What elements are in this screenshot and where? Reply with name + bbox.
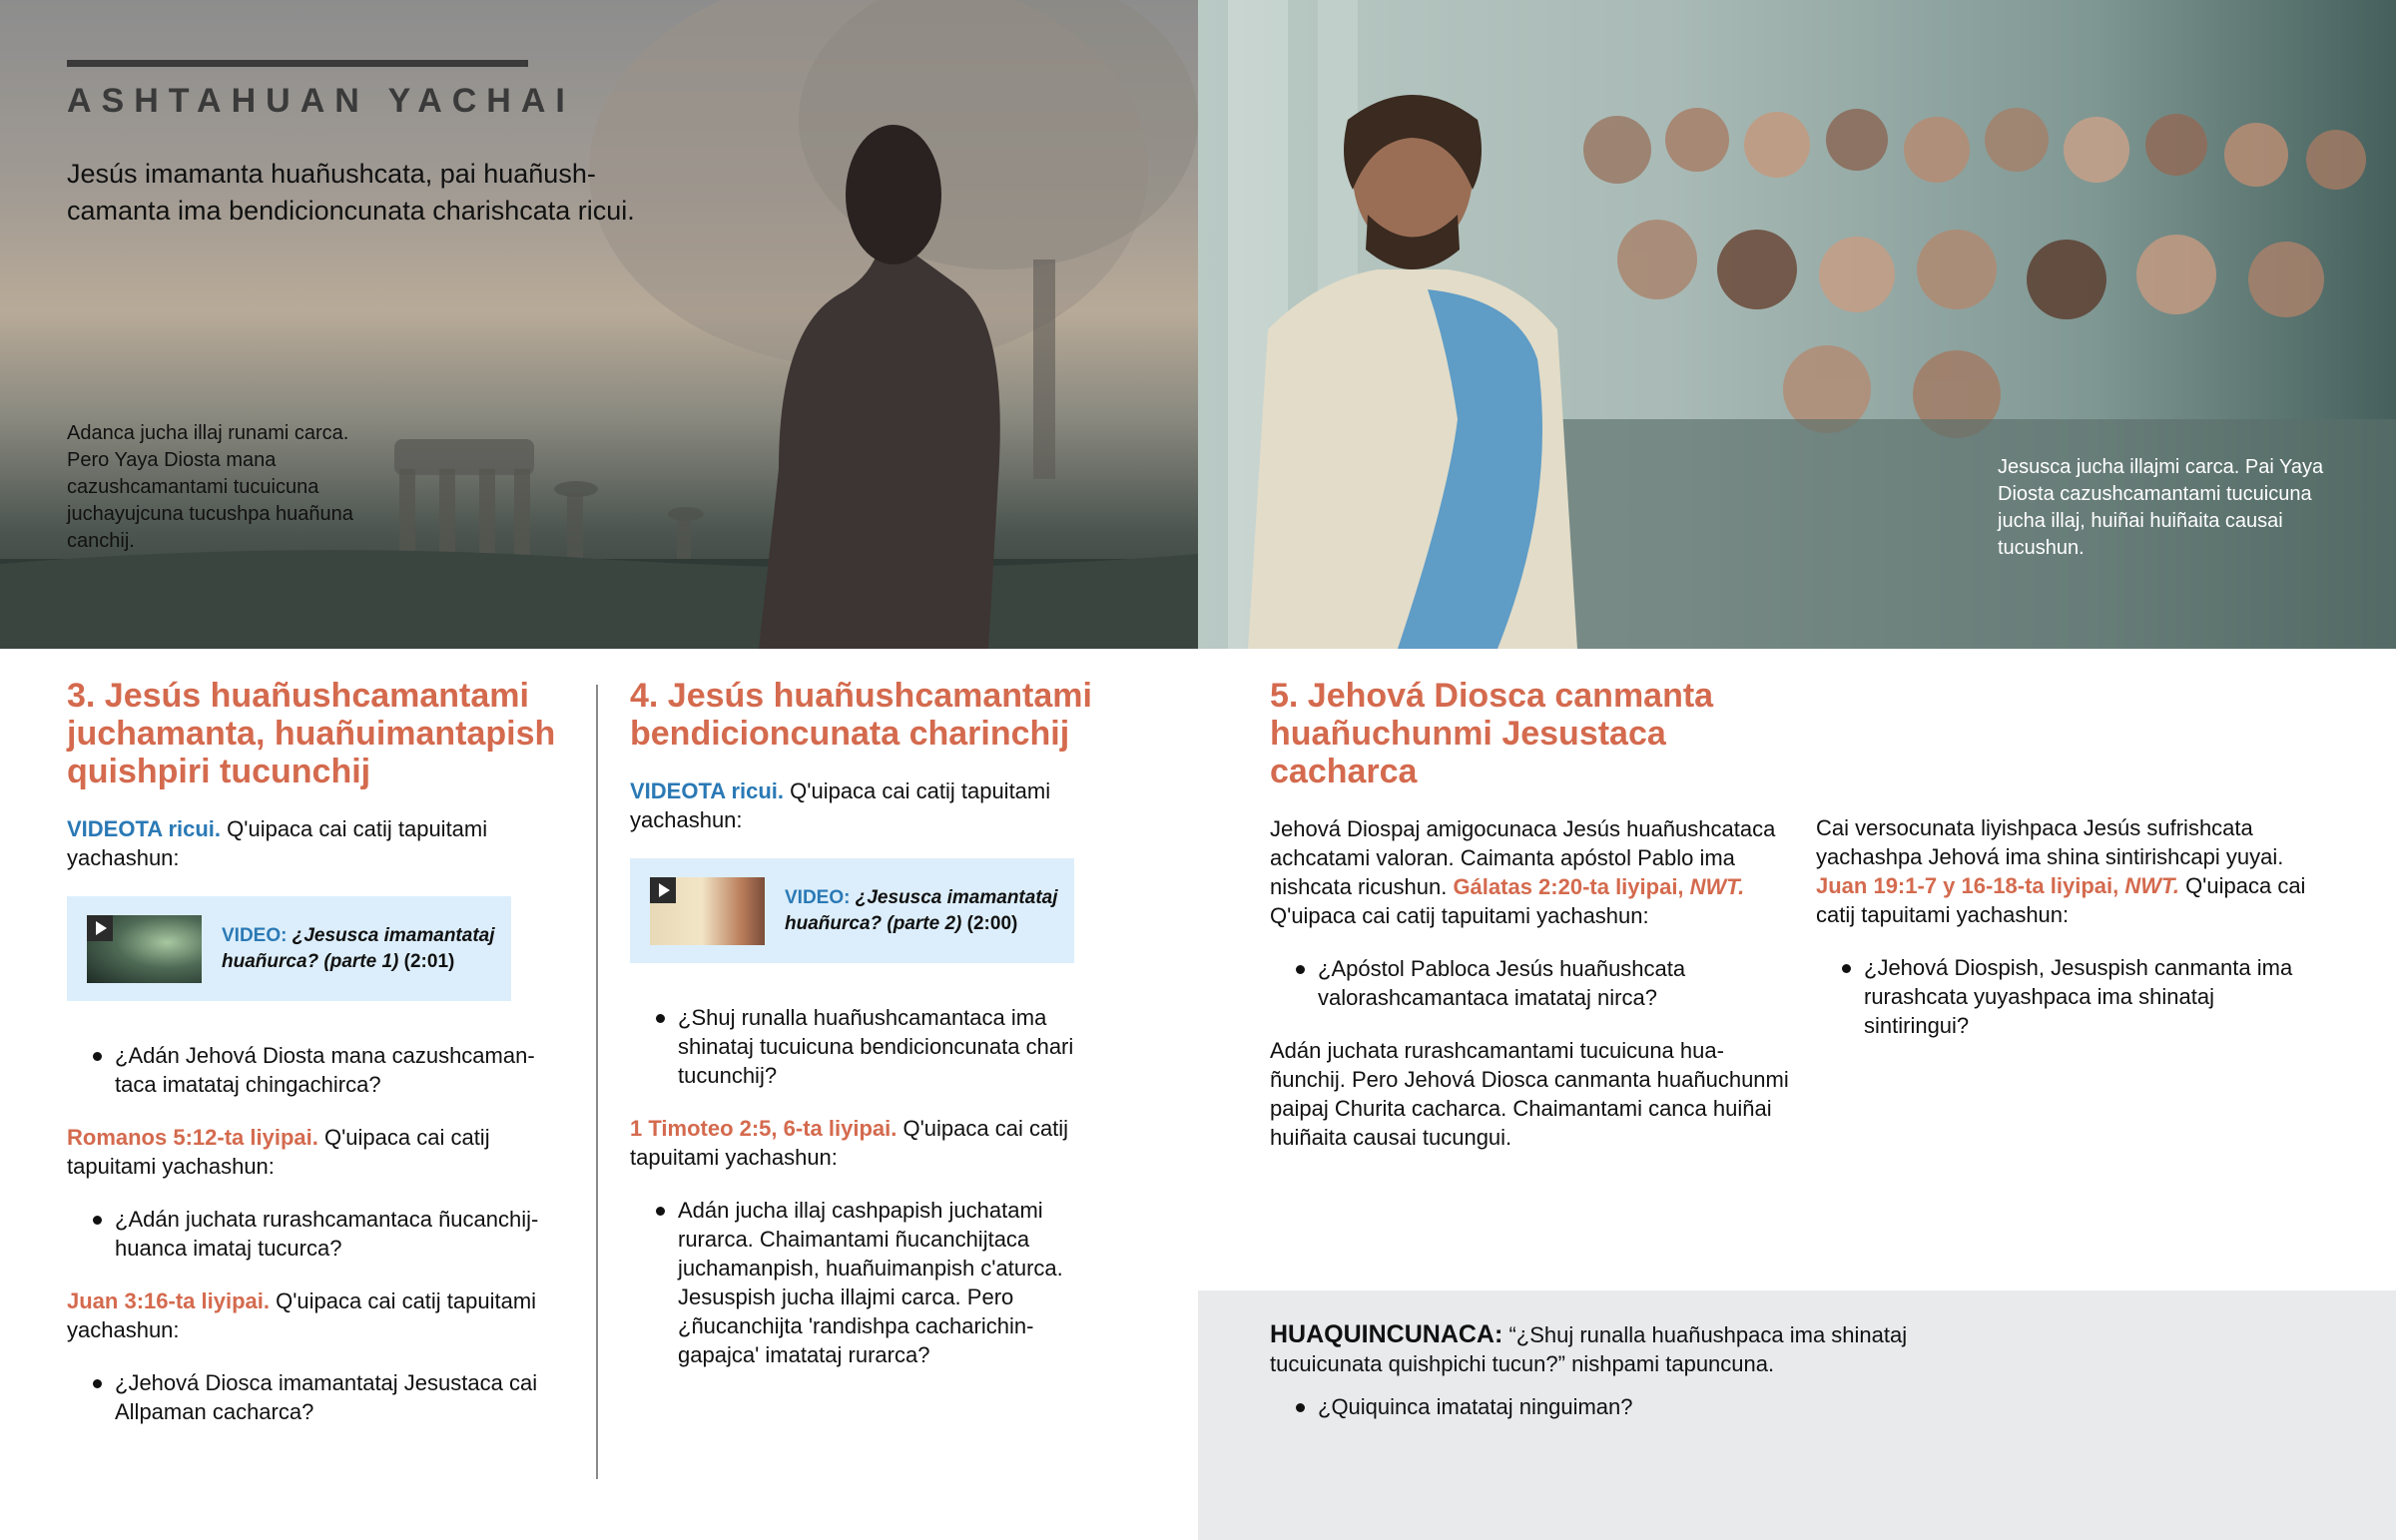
section-4 bbox=[630, 677, 1099, 1393]
scripture-link[interactable]: 1 Timoteo 2:5, 6-ta liyipai. bbox=[630, 1116, 898, 1141]
question-text: ¿Jehová Diospish, Jesuspish canmanta ima rurashcata yuyashpaca ima shinataj sintiringui? bbox=[1864, 955, 2293, 1038]
hero-lead-text: Jesús imamanta huañushcata, pai huañushcamanta ima bendicioncunata charishcata ricui. bbox=[67, 159, 635, 226]
hero-caption-left: Adanca jucha illaj runami carca. Pero Yaya Diosta mana cazushcamantami tucuicuna juchayujcuna tucushpa huañuna canchij. bbox=[67, 422, 353, 552]
question-text: ¿Adán Jehová Diosta mana cazushcamantaca imatataj chingachirca? bbox=[115, 1043, 535, 1097]
scripture-instruction: Q'uipaca cai catij tapuitami yachashun: bbox=[1270, 903, 1649, 928]
video-label: VIDEO: bbox=[222, 924, 288, 946]
question-bullet bbox=[67, 1041, 566, 1099]
scripture-reading bbox=[630, 1114, 1099, 1172]
question-bullet bbox=[1270, 954, 1789, 1012]
video-label: VIDEO: bbox=[785, 886, 851, 908]
bullet-icon bbox=[1842, 964, 1851, 973]
question-bullet bbox=[67, 1205, 566, 1263]
review-prompt bbox=[1270, 1320, 1989, 1378]
bullet-icon bbox=[656, 1014, 665, 1023]
paragraph-text: Jehová Diospaj amigocunaca Jesús huañushcataca achcatami valoran. Caimanta apóstol Pablo ima nishcata ricushun. bbox=[1270, 816, 1776, 899]
section-3 bbox=[67, 677, 566, 1450]
video-title: ¿Jesusca imamantataj huañurca? (parte 2) bbox=[785, 886, 1058, 934]
section-4-video-intro bbox=[630, 776, 1099, 834]
question-text: ¿Jehová Diosca imamantataj Jesustaca cai Allpaman cacharca? bbox=[115, 1370, 538, 1424]
video-thumbnail[interactable] bbox=[87, 915, 202, 983]
review-box bbox=[1198, 1290, 2396, 1540]
video-duration: (2:01) bbox=[398, 950, 455, 972]
video-title: ¿Jesusca imamantataj huañurca? (parte 1) bbox=[222, 924, 495, 972]
play-icon[interactable] bbox=[87, 915, 113, 941]
video-intro-label: VIDEOTA ricui. bbox=[67, 816, 222, 841]
scripture-reading bbox=[67, 1286, 566, 1344]
section-5-paragraph-3 bbox=[1816, 813, 2335, 929]
bullet-icon bbox=[93, 1379, 102, 1388]
translation-abbrev: NWT. bbox=[2118, 873, 2179, 898]
section-3-video-intro bbox=[67, 814, 566, 872]
scripture-link[interactable]: Juan 3:16-ta liyipai. bbox=[67, 1288, 270, 1313]
column-divider bbox=[596, 685, 598, 1479]
scripture-link[interactable]: Juan 19:1-7 y 16-18-ta liyipai, bbox=[1816, 873, 2119, 898]
section-5-heading: 5. Jehová Diosca canmanta huañuchunmi Jesustaca cacharca bbox=[1270, 677, 1714, 790]
question-text: ¿Shuj runalla huañushcamantaca ima shinataj tucuicuna bendicioncunata chari tucunchij? bbox=[678, 1005, 1074, 1088]
question-text: ¿Apóstol Pabloca Jesús huañushcata valorashcamantaca imatataj nirca? bbox=[1318, 956, 1686, 1010]
hero-caption-right: Jesusca jucha illajmi carca. Pai Yaya Diosta cazushcamantami tucuicuna jucha illaj, huiñai huiñaita causai tucushun. bbox=[1998, 456, 2324, 559]
translation-abbrev: NWT. bbox=[1683, 874, 1745, 899]
bullet-icon bbox=[93, 1216, 102, 1225]
question-bullet bbox=[1270, 1392, 1989, 1421]
question-bullet bbox=[1816, 953, 2295, 1040]
review-text: “¿Shuj runalla huañushpaca ima shinataj tucuicunata quishpichi tucun?” nishpami tapuncuna. bbox=[1270, 1322, 1908, 1376]
question-bullet bbox=[630, 1003, 1099, 1090]
section-5 bbox=[1270, 677, 1789, 1176]
scripture-instruction: Q'uipaca cai catij tapuitami yachashun: bbox=[67, 1288, 537, 1342]
question-text: ¿Quiquinca imatataj ninguiman? bbox=[1318, 1394, 1633, 1419]
video-duration: (2:00) bbox=[961, 912, 1018, 934]
video-intro-text: Q'uipaca cai catij tapuitami yachashun: bbox=[630, 778, 1051, 832]
scripture-instruction: Q'uipaca cai catij tapuitami yachashun: bbox=[630, 1116, 1069, 1170]
section-4-heading: 4. Jesús huañushcamantami bendicioncunata charinchij bbox=[630, 677, 1092, 753]
video-thumbnail[interactable] bbox=[650, 877, 765, 945]
section-5-paragraph-2: Adán juchata rurashcamantami tucuicuna huañunchij. Pero Jehová Diosca canmanta huañuchunmi paipaj Churita cacharca. Chaimantami canca huiñai huiñaita causai tucungui. bbox=[1270, 1038, 1789, 1150]
review-content bbox=[1270, 1320, 1989, 1445]
brand-rule bbox=[67, 60, 528, 67]
bullet-icon bbox=[1296, 1403, 1305, 1412]
question-text: ¿Adán juchata rurashcamantaca ñucanchijhuanca imataj tucurca? bbox=[115, 1207, 539, 1261]
hero-image-right bbox=[1198, 0, 2396, 649]
scripture-instruction: Q'uipaca cai catij tapuitami yachashun: bbox=[67, 1125, 490, 1179]
question-text: Adán jucha illaj cashpapish juchatami rurarca. Chaimantami ñucanchijtaca juchamanpish, huañuimanpish c'aturca. Jesuspish jucha illajmi carca. Pero ¿ñucanchijta 'randishpa cacharichingapajca' imatataj rurarca? bbox=[678, 1198, 1063, 1367]
scripture-instruction: Q'uipaca cai catij tapuitami yachashun: bbox=[1816, 873, 2306, 927]
scripture-reading bbox=[67, 1123, 566, 1181]
video-link-part-1[interactable] bbox=[67, 896, 511, 1001]
section-5-column-2 bbox=[1816, 813, 2335, 1064]
scripture-link[interactable]: Gálatas 2:20-ta liyipai, bbox=[1453, 874, 1684, 899]
play-icon[interactable] bbox=[650, 877, 676, 903]
question-bullet bbox=[630, 1196, 1099, 1369]
section-5-paragraph-1 bbox=[1270, 814, 1789, 930]
video-caption[interactable] bbox=[785, 885, 1074, 937]
bullet-icon bbox=[656, 1207, 665, 1216]
paragraph-text: Cai versocunata liyishpaca Jesús sufrishcata yachashpa Jehová ima shina sintirishcapi yuyai. bbox=[1816, 815, 2284, 869]
video-link-part-2[interactable] bbox=[630, 858, 1074, 963]
review-label: HUAQUINCUNACA: bbox=[1270, 1320, 1503, 1348]
video-intro-text: Q'uipaca cai catij tapuitami yachashun: bbox=[67, 816, 488, 870]
bullet-icon bbox=[93, 1052, 102, 1061]
brand-title: ASHTAHUAN YACHAI bbox=[67, 82, 575, 120]
video-caption[interactable] bbox=[222, 923, 511, 975]
bullet-icon bbox=[1296, 965, 1305, 974]
section-3-heading: 3. Jesús huañushcamantami juchamanta, huañuimantapish quishpiri tucunchij bbox=[67, 677, 556, 790]
scripture-link[interactable]: Romanos 5:12-ta liyipai. bbox=[67, 1125, 318, 1150]
hero-image-left bbox=[0, 0, 1198, 649]
video-intro-label: VIDEOTA ricui. bbox=[630, 778, 785, 803]
question-bullet bbox=[67, 1368, 566, 1426]
